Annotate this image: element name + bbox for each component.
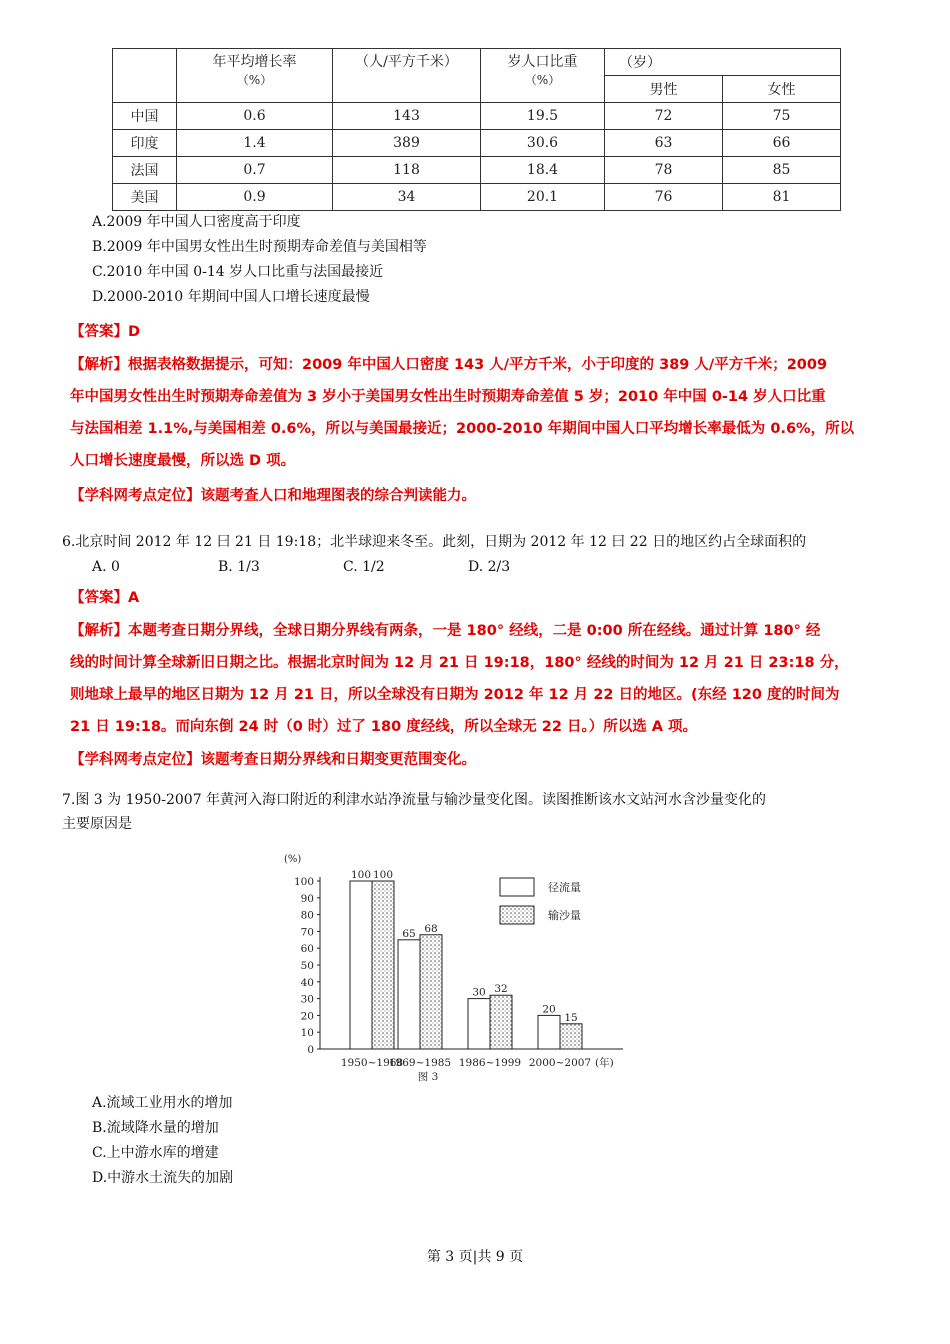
cell-male: 76 <box>605 184 723 211</box>
q6-analysis-line: 线的时间计算全球新旧日期之比。根据北京时间为 12 月 21 日 19:18，180° 经线的时间为 12 月 21 日 23:18 分， <box>70 655 849 671</box>
bar-sediment <box>490 995 512 1049</box>
cell-country: 中国 <box>113 103 177 130</box>
cell-male: 72 <box>605 103 723 130</box>
q6-answer: 【答案】A <box>70 590 140 606</box>
header-ratio-line1: 岁人口比重 <box>507 54 578 70</box>
cell-country: 法国 <box>113 157 177 184</box>
bar-sediment <box>372 881 394 1049</box>
cell-density: 118 <box>333 157 481 184</box>
bar-value-label: 100 <box>350 869 372 881</box>
cell-female: 81 <box>723 184 841 211</box>
q7-option-a: A.流域工业用水的增加 <box>92 1095 233 1111</box>
bar-value-label: 65 <box>402 927 416 940</box>
legend-label-sediment: 输沙量 <box>548 909 581 922</box>
x-tick-label: 1969~1985 <box>388 1057 452 1069</box>
q5-option-d: D.2000-2010 年期间中国人口增长速度最慢 <box>92 289 370 305</box>
cell-male: 63 <box>605 130 723 157</box>
bar-value-label: 32 <box>494 983 508 996</box>
y-tick-label: 100 <box>293 876 314 888</box>
q6-analysis-line: 则地球上最早的地区日期为 12 月 21 日，所以全球没有日期为 2012 年 12 月 22 日的地区。(东经 120 度的时间为 <box>70 687 840 703</box>
cell-ratio: 30.6 <box>481 130 605 157</box>
bar-runoff <box>350 881 372 1049</box>
q6-point: 【学科网考点定位】该题考查日期分界线和日期变更范围变化。 <box>70 752 476 768</box>
y-tick-label: 50 <box>300 960 314 972</box>
legend-swatch-sediment <box>500 906 534 924</box>
cell-growth: 1.4 <box>177 130 333 157</box>
population-table <box>112 48 841 211</box>
header-female: 女性 <box>723 76 841 103</box>
q5-analysis-line: 人口增长速度最慢，所以选 D 项。 <box>70 453 296 469</box>
table-row <box>113 157 841 184</box>
q5-option-a: A.2009 年中国人口密度高于印度 <box>92 214 301 230</box>
bar-sediment <box>560 1024 582 1049</box>
q6-option-d: D. 2/3 <box>468 559 511 575</box>
bar-value-label: 68 <box>424 922 438 935</box>
y-tick-label: 70 <box>300 926 314 939</box>
cell-female: 66 <box>723 130 841 157</box>
q6-option-c: C. 1/2 <box>343 559 385 575</box>
header-life-unit: （岁） <box>619 55 661 71</box>
q5-analysis-line: 年中国男女性出生时预期寿命差值为 3 岁小于美国男女性出生时预期寿命差值 5 岁；2010 年中国 0-14 岁人口比重 <box>70 389 826 405</box>
runoff-sediment-chart <box>278 848 638 1098</box>
cell-ratio: 18.4 <box>481 157 605 184</box>
cell-male: 78 <box>605 157 723 184</box>
header-life <box>605 49 841 76</box>
y-tick-label: 60 <box>300 943 314 956</box>
y-tick-label: 40 <box>300 976 314 989</box>
cell-growth: 0.6 <box>177 103 333 130</box>
cell-growth: 0.9 <box>177 184 333 211</box>
q5-analysis-line: 【解析】根据表格数据提示，可知：2009 年中国人口密度 143 人/平方千米，小于印度的 389 人/平方千米；2009 <box>70 357 828 373</box>
q7-option-b: B.流域降水量的增加 <box>92 1120 219 1136</box>
cell-female: 75 <box>723 103 841 130</box>
table-corner <box>113 49 177 103</box>
legend-swatch-runoff <box>500 878 534 896</box>
y-tick-label: 0 <box>307 1044 314 1056</box>
header-growth <box>177 49 333 103</box>
x-tick-label: 1986~1999 <box>458 1057 522 1069</box>
y-tick-label: 30 <box>300 993 314 1006</box>
header-growth-line1: 年平均增长率 <box>212 54 297 70</box>
header-growth-line2: （%） <box>236 73 273 87</box>
y-tick-label: 10 <box>300 1027 314 1040</box>
q7-question-line1: 7.图 3 为 1950-2007 年黄河入海口附近的利津水站净流量与输沙量变化图。读图推断该水文站河水含沙量变化的 <box>62 792 767 808</box>
cell-density: 143 <box>333 103 481 130</box>
bar-sediment <box>420 935 442 1049</box>
table-row <box>113 184 841 211</box>
q5-option-b: B.2009 年中国男女性出生时预期寿命差值与美国相等 <box>92 239 427 255</box>
header-ratio-line2: （%） <box>524 73 561 87</box>
header-male: 男性 <box>605 76 723 103</box>
x-tick-label: 2000~2007 <box>528 1057 592 1069</box>
legend-label-runoff: 径流量 <box>548 881 581 894</box>
y-tick-label: 90 <box>300 892 314 905</box>
cell-country: 美国 <box>113 184 177 211</box>
y-tick-label: 80 <box>300 909 314 922</box>
q6-analysis-line: 【解析】本题考查日期分界线，全球日期分界线有两条，一是 180° 经线，二是 0:00 所在经线。通过计算 180° 经 <box>70 623 821 639</box>
table-row <box>113 130 841 157</box>
bar-runoff <box>468 999 490 1049</box>
bar-value-label: 20 <box>542 1003 556 1016</box>
page-footer: 第 3 页|共 9 页 <box>426 1249 524 1265</box>
cell-density: 34 <box>333 184 481 211</box>
cell-ratio: 19.5 <box>481 103 605 130</box>
y-axis-label: (%) <box>284 854 302 865</box>
header-ratio <box>481 49 605 103</box>
bar-value-label: 100 <box>372 869 394 881</box>
table-row <box>113 103 841 130</box>
cell-density: 389 <box>333 130 481 157</box>
cell-female: 85 <box>723 157 841 184</box>
bar-runoff <box>398 940 420 1049</box>
y-tick-label: 20 <box>300 1010 314 1023</box>
q6-question: 6.北京时间 2012 年 12 曰 21 日 19:18；北半球迎来冬至。此刻，日期为 2012 年 12 曰 22 日的地区约占全球面积的 <box>62 534 807 550</box>
header-density-line1: （人/平方千米） <box>355 54 458 70</box>
q5-analysis-line: 与法国相差 1.1%,与美国相差 0.6%，所以与美国最接近；2000-2010 年期间中国人口平均增长率最低为 0.6%，所以 <box>70 421 855 437</box>
q6-option-a: A. 0 <box>92 559 120 575</box>
cell-ratio: 20.1 <box>481 184 605 211</box>
q7-question-line2: 主要原因是 <box>62 816 132 832</box>
cell-growth: 0.7 <box>177 157 333 184</box>
q6-option-b: B. 1/3 <box>218 559 260 575</box>
q5-option-c: C.2010 年中国 0-14 岁人口比重与法国最接近 <box>92 264 384 280</box>
q5-point: 【学科网考点定位】该题考查人口和地理图表的综合判读能力。 <box>70 488 476 504</box>
bar-runoff <box>538 1015 560 1049</box>
x-tick-label: 1950~1968 <box>340 1057 404 1069</box>
x-axis-label: (年) <box>595 1057 614 1069</box>
bar-value-label: 30 <box>472 986 486 999</box>
chart-title: 图 3 <box>417 1071 439 1083</box>
q7-option-d: D.中游水土流失的加剧 <box>92 1170 234 1186</box>
q7-option-c: C.上中游水库的增建 <box>92 1145 219 1161</box>
header-density <box>333 49 481 103</box>
cell-country: 印度 <box>113 130 177 157</box>
bar-value-label: 15 <box>564 1011 578 1024</box>
q6-analysis-line: 21 日 19:18。而向东倒 24 时（0 时）过了 180 度经线，所以全球无 22 日。）所以选 A 项。 <box>70 719 698 735</box>
q5-answer: 【答案】D <box>70 324 141 340</box>
